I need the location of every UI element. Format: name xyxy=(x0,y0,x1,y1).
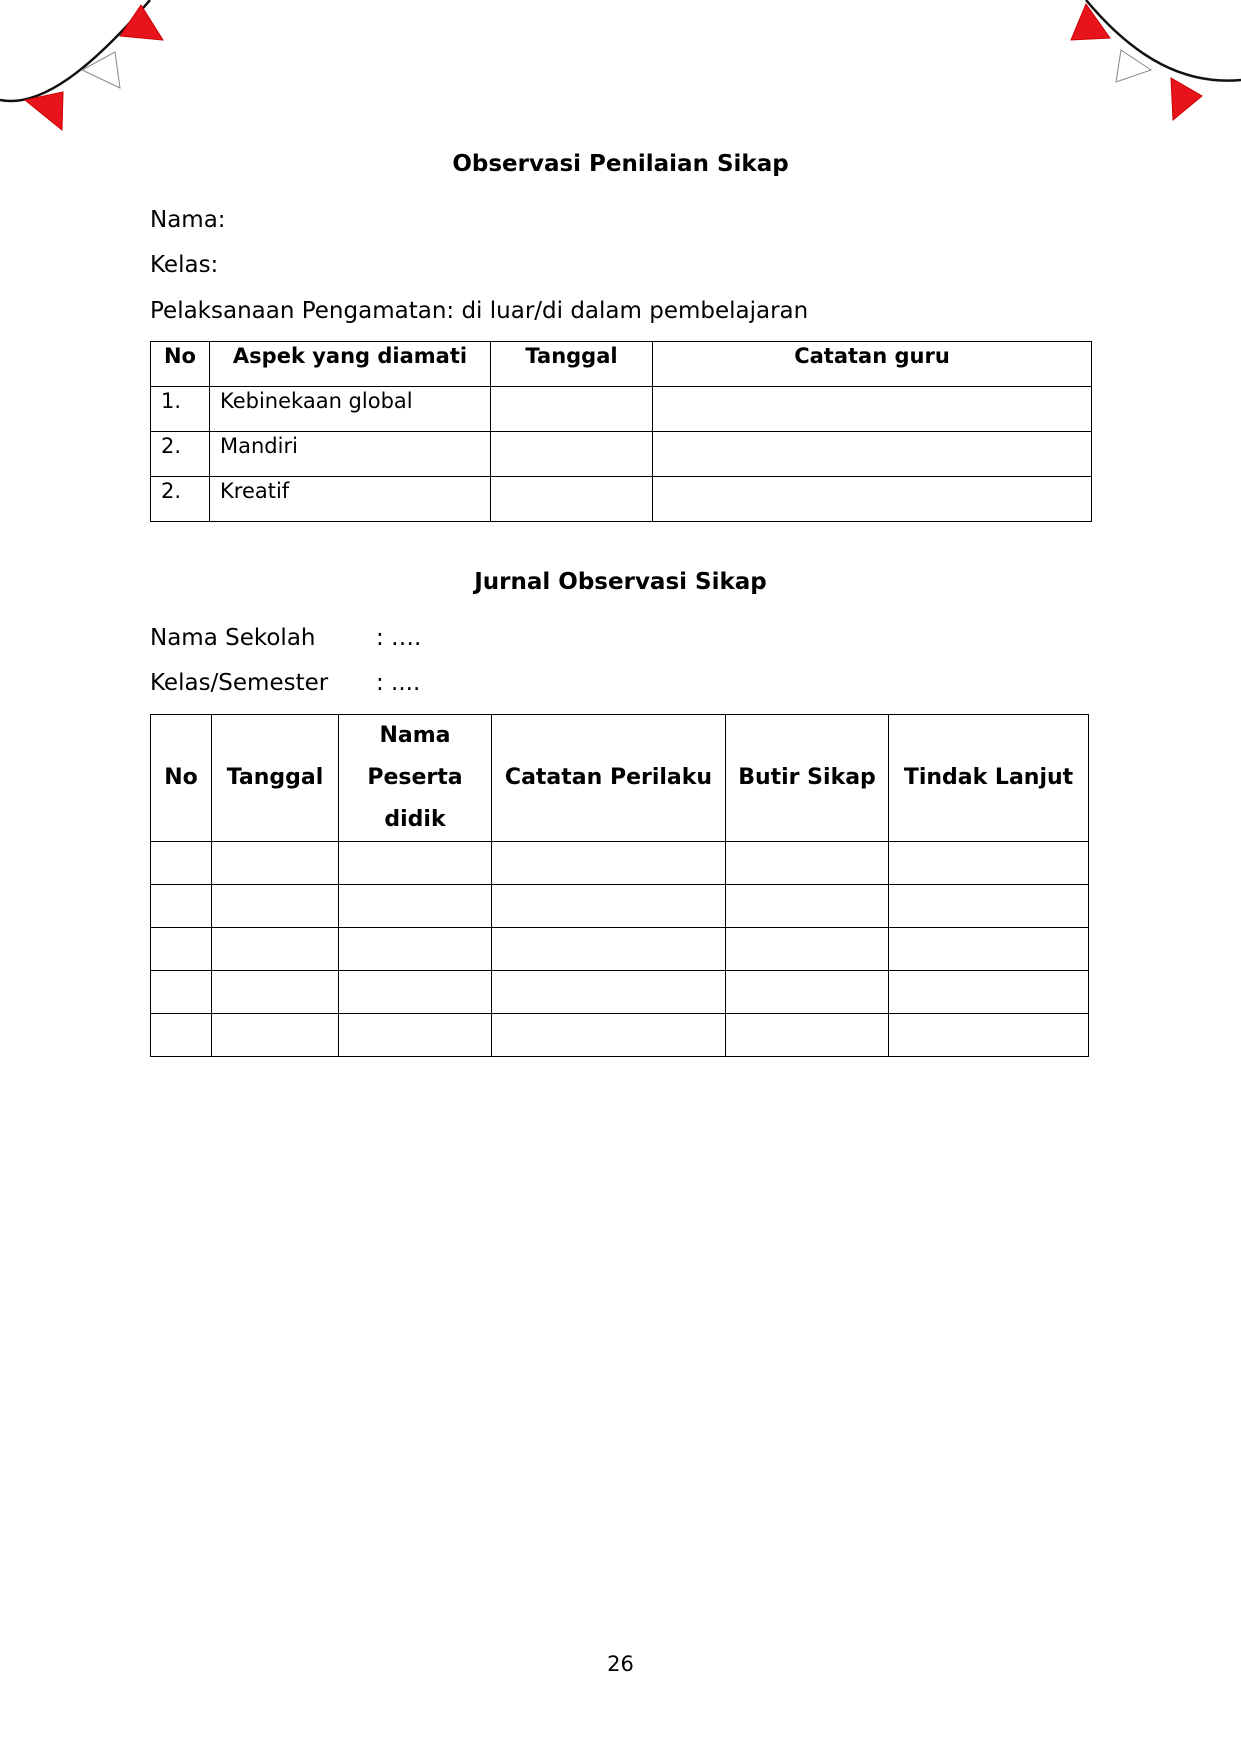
cell-catatan xyxy=(653,432,1092,477)
header-catatan-perilaku: Catatan Perilaku xyxy=(492,715,726,842)
table-header-row xyxy=(151,342,1092,387)
cell-catatan xyxy=(653,477,1092,522)
kelas-semester-value: : .... xyxy=(376,670,421,696)
table-cell xyxy=(492,885,726,928)
header-butir-sikap: Butir Sikap xyxy=(726,715,889,842)
bunting-left-decoration xyxy=(0,0,175,135)
header-catatan-guru: Catatan guru xyxy=(653,342,1092,387)
cell-tanggal xyxy=(491,432,653,477)
nama-label: Nama: xyxy=(150,207,226,233)
table-cell xyxy=(151,842,212,885)
table-row xyxy=(151,1014,1089,1057)
table-cell xyxy=(339,842,492,885)
header-no: No xyxy=(151,715,212,842)
table-cell xyxy=(726,971,889,1014)
cell-tanggal xyxy=(491,477,653,522)
header-no: No xyxy=(151,342,210,387)
table-cell xyxy=(151,971,212,1014)
cell-no: 2. xyxy=(151,432,210,477)
cell-tanggal xyxy=(491,387,653,432)
table-cell xyxy=(212,1014,339,1057)
table-cell xyxy=(151,928,212,971)
cell-no: 2. xyxy=(151,477,210,522)
observasi-title: Observasi Penilaian Sikap xyxy=(452,151,789,177)
jurnal-title: Jurnal Observasi Sikap xyxy=(474,569,767,595)
nama-sekolah-value: : …. xyxy=(376,625,422,651)
header-nama-peserta: Nama Peserta didik xyxy=(339,715,492,842)
table-cell xyxy=(339,971,492,1014)
cell-catatan xyxy=(653,387,1092,432)
jurnal-table xyxy=(150,714,1089,1057)
table-cell xyxy=(889,885,1089,928)
table-row xyxy=(151,432,1092,477)
kelas-semester-label: Kelas/Semester xyxy=(150,670,329,696)
header-tanggal: Tanggal xyxy=(491,342,653,387)
cell-aspek: Kebinekaan global xyxy=(210,387,491,432)
table-row xyxy=(151,885,1089,928)
table-cell xyxy=(339,1014,492,1057)
table-header-row xyxy=(151,715,1089,842)
kelas-label: Kelas: xyxy=(150,252,219,278)
cell-no: 1. xyxy=(151,387,210,432)
table-cell xyxy=(726,842,889,885)
cell-aspek: Kreatif xyxy=(210,477,491,522)
pelaksanaan-text: Pelaksanaan Pengamatan: di luar/di dalam pembelajaran xyxy=(150,298,809,324)
table-cell xyxy=(212,971,339,1014)
nama-sekolah-label: Nama Sekolah xyxy=(150,625,316,651)
table-cell xyxy=(889,971,1089,1014)
table-cell xyxy=(212,928,339,971)
table-cell xyxy=(151,885,212,928)
table-cell xyxy=(212,842,339,885)
table-cell xyxy=(339,885,492,928)
table-cell xyxy=(889,842,1089,885)
header-tanggal: Tanggal xyxy=(212,715,339,842)
table-row xyxy=(151,971,1089,1014)
table-cell xyxy=(339,928,492,971)
table-cell xyxy=(492,928,726,971)
table-cell xyxy=(492,1014,726,1057)
page-number: 26 xyxy=(607,1652,634,1676)
table-row xyxy=(151,387,1092,432)
table-row xyxy=(151,842,1089,885)
table-row xyxy=(151,477,1092,522)
jurnal-body xyxy=(151,842,1089,1057)
table-cell xyxy=(212,885,339,928)
table-row xyxy=(151,928,1089,971)
cell-aspek: Mandiri xyxy=(210,432,491,477)
bunting-right-decoration xyxy=(1066,0,1241,135)
table-cell xyxy=(726,885,889,928)
header-tindak-lanjut: Tindak Lanjut xyxy=(889,715,1089,842)
table-cell xyxy=(889,1014,1089,1057)
table-cell xyxy=(151,1014,212,1057)
table-cell xyxy=(492,971,726,1014)
table-cell xyxy=(889,928,1089,971)
table-cell xyxy=(726,928,889,971)
observasi-table xyxy=(150,341,1092,522)
table-cell xyxy=(726,1014,889,1057)
table-cell xyxy=(492,842,726,885)
header-aspek: Aspek yang diamati xyxy=(210,342,491,387)
